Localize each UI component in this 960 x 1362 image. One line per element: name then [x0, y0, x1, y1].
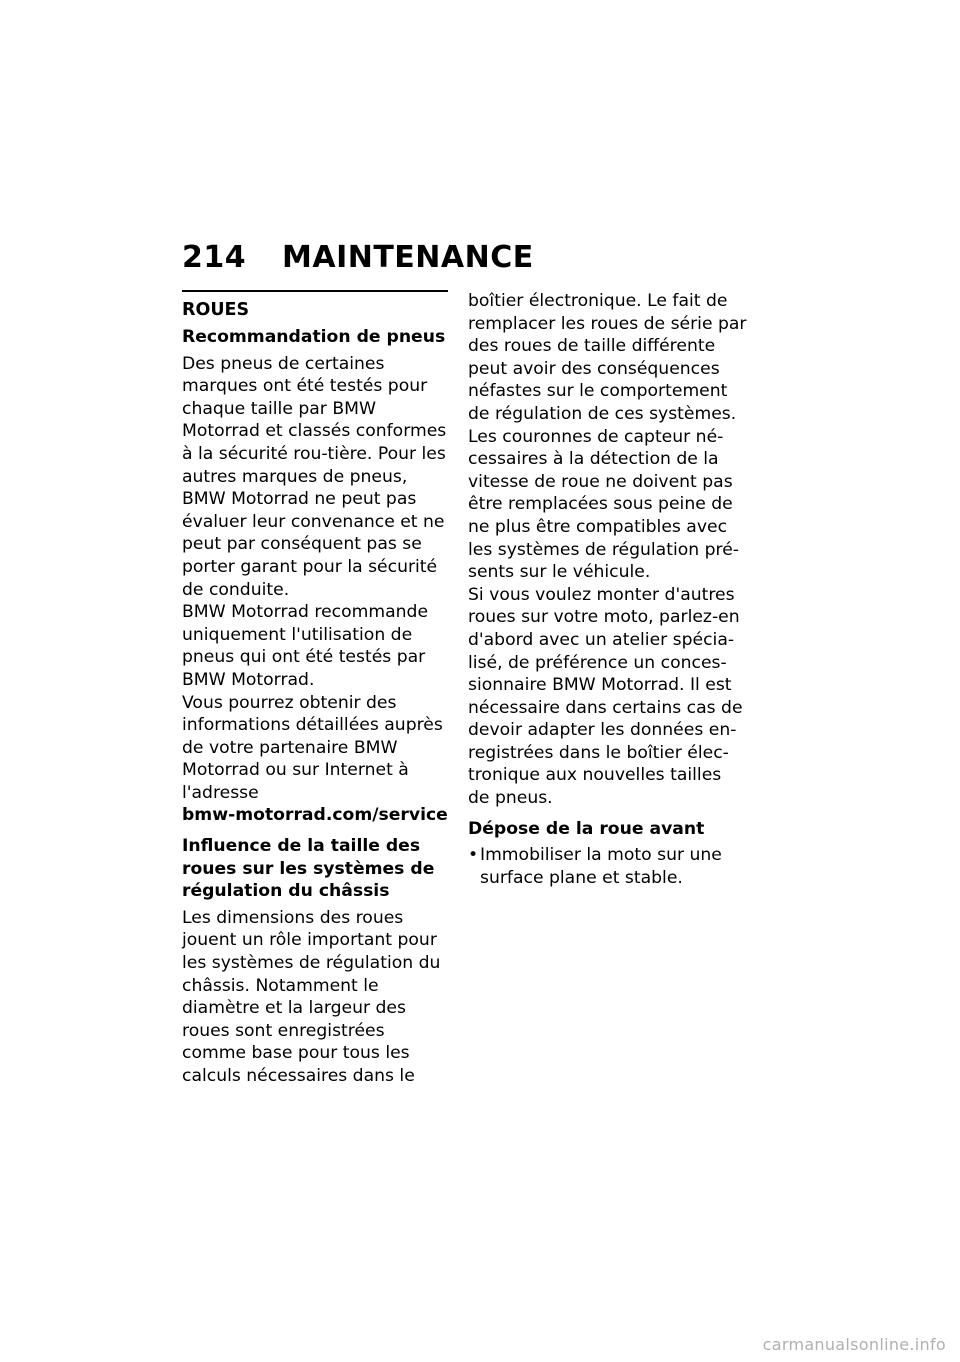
bullet-icon: •: [468, 845, 479, 866]
chapter-title: MAINTENANCE: [282, 240, 534, 275]
subheading-tire-recommendation: Recommandation de pneus: [182, 327, 446, 347]
section-divider: [182, 290, 448, 292]
list-item-text: Immobiliser la moto sur une surface plane et stable.: [480, 845, 722, 888]
paragraph: Des pneus de certaines marques ont été testés pour chaque taille par BMW Motorrad et classés conformes à la sécurité rou-tière. Pour les autres marques de pneus, BMW Motorrad ne peut pas évaluer leur convenance et ne peut par conséquent pas se porter garant pour la sécurité de conduite.: [182, 353, 447, 600]
list-item: [468, 844, 748, 889]
paragraph: Si vous voulez monter d'autres roues sur votre moto, parlez-en d'abord avec un atelier spécia-lisé, de préférence un conces-sionnaire BMW Motorrad. Il est nécessaire dans certains cas de devoir adapter les données en-registrées dans le boîtier élec-tronique aux nouvelles tailles de pneus.: [468, 584, 743, 809]
watermark: carmanualsonline.info: [762, 1335, 946, 1354]
paragraph: BMW Motorrad recommande uniquement l'utilisation de pneus qui ont été testés par BMW Motorrad.: [182, 602, 429, 690]
subheading-front-wheel-removal: Dépose de la roue avant: [468, 818, 705, 839]
paragraph: boîtier électronique. Le fait de remplacer les roues de série par des roues de taille différente peut avoir des conséquences néfastes sur le comportement de régulation de ces systèmes.: [468, 291, 747, 424]
paragraph: Les dimensions des roues jouent un rôle important pour les systèmes de régulation du châssis. Notamment le diamètre et la largeur des roues sont enregistrées comme base pour tous les calculs nécessaires dans le: [182, 907, 441, 1086]
right-column: [468, 290, 748, 889]
page-number: 214: [182, 240, 247, 275]
subheading-wheel-size-influence: Influence de la taille des roues sur les systèmes de régulation du châssis: [182, 836, 435, 902]
page-header: [182, 240, 534, 275]
left-column: [182, 290, 452, 1088]
paragraph: Vous pourrez obtenir des informations détaillées auprès de votre partenaire BMW Motorrad ou sur Internet à l'adresse: [182, 692, 443, 803]
section-title: ROUES: [182, 300, 250, 320]
paragraph: Les couronnes de capteur né-cessaires à la détection de la vitesse de roue ne doivent pas être remplacées sous peine de ne plus être compatibles avec les systèmes de régulation pré-sents sur le véhicule.: [468, 426, 739, 583]
service-url: bmw-motorrad.com/service: [182, 805, 448, 826]
